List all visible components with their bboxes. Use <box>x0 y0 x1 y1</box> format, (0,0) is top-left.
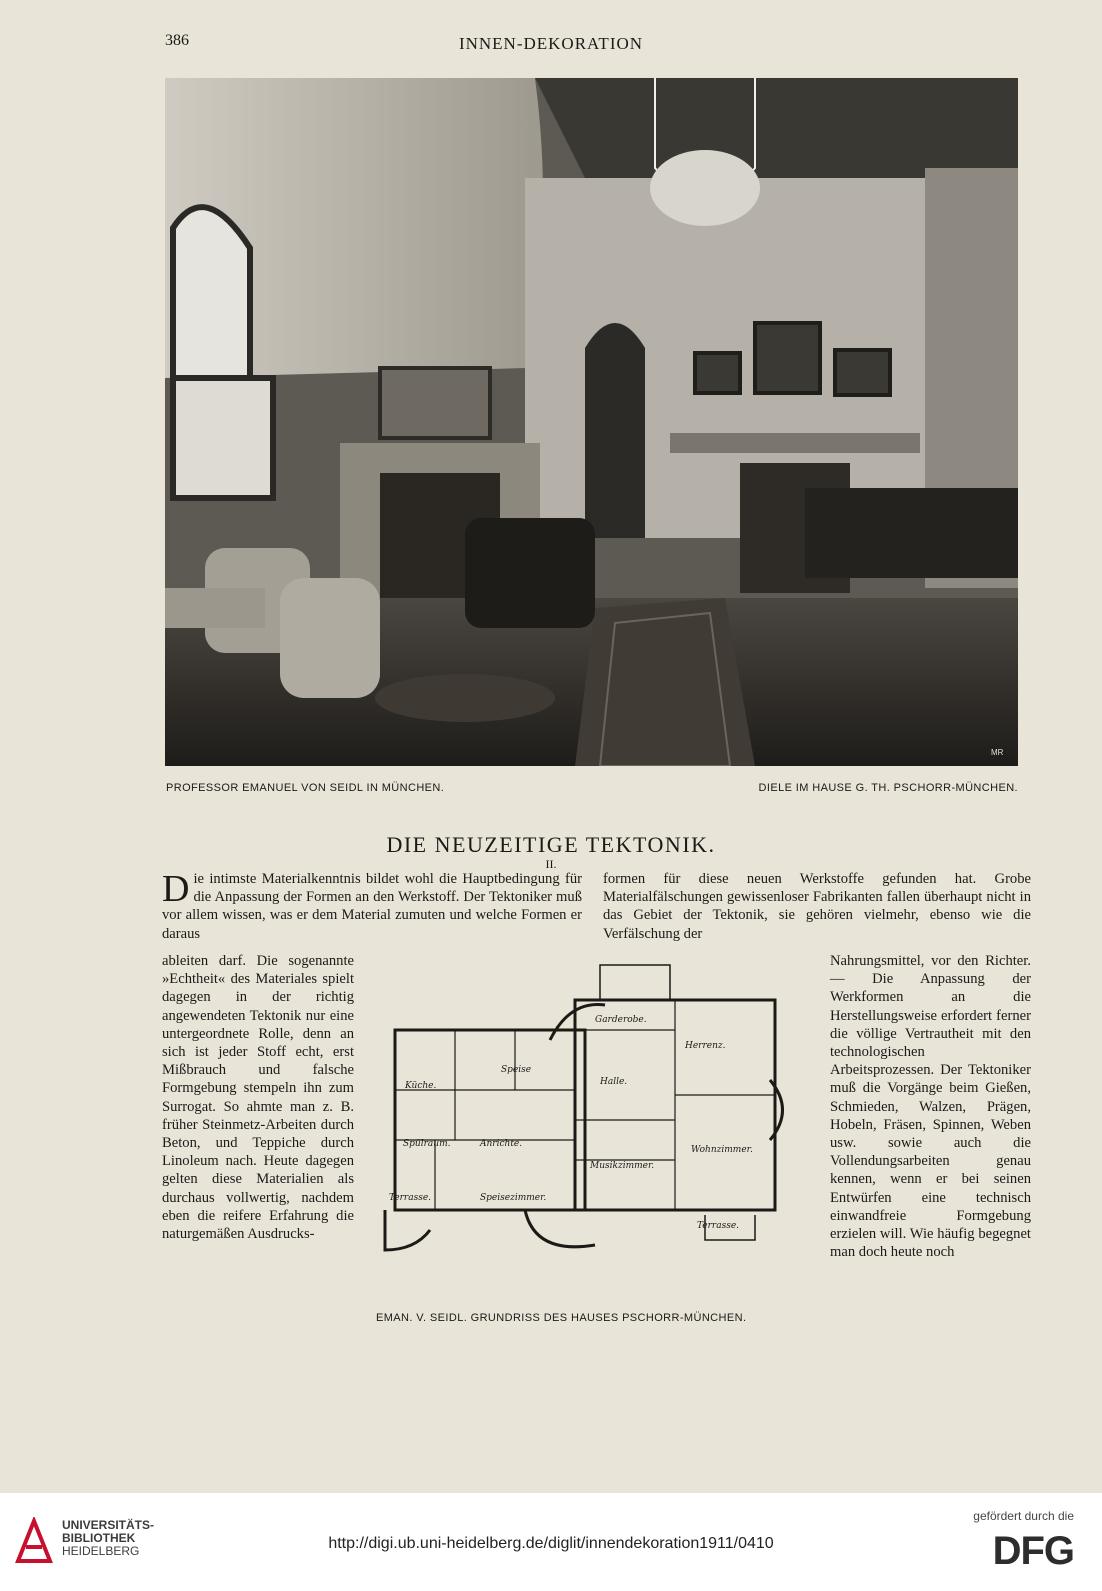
digitization-footer <box>0 1493 1102 1591</box>
article-title: DIE NEUZEITIGE TEKTONIK. <box>386 832 716 857</box>
page-number: 386 <box>165 32 189 49</box>
paragraph-right-narrow: Nahrungsmittel, vor den Richter. — Die Anpassung der Werkformen an die Herstellungsweise erfordert ferner die völlige Vertrautheit mit den technologischen Arbeitsprozessen. Der Tektoniker muß die Vorgänge beim Gießen, Schmieden, Walzen, Prägen, Hobeln, Fräsen, Spinnen, Weben usw. sowie auch die Vollendungsarbeiten genau kennen, wenn er bei seinen Entwürfen eine technisch einwandfreie Formgebung erzielen will. Wie häufig begegnet man doch heute noch <box>830 953 1031 1261</box>
library-name-line-3: HEIDELBERG <box>62 1544 140 1558</box>
room-label-terrasse-right: Terrasse. <box>697 1221 740 1231</box>
floor-plan-drawing <box>375 960 805 1270</box>
library-name-line-2: BIBLIOTHEK <box>62 1531 136 1545</box>
article-text-right-top <box>603 870 1031 943</box>
dfg-logo: DFG <box>992 1529 1074 1573</box>
room-label-speise: Speise <box>501 1065 532 1075</box>
room-label-anrichte: Anrichte. <box>480 1139 523 1149</box>
room-label-wohnzimmer: Wohnzimmer. <box>691 1145 753 1155</box>
article-text-left-narrow <box>162 952 354 1243</box>
funding-label: gefördert durch die <box>973 1509 1074 1523</box>
article-part-number: II. <box>545 857 557 871</box>
paragraph-left-narrow: ableiten darf. Die sogenannte »Echtheit« des Materiales spielt dagegen in der richtig angewendeten Tektonik nur eine untergeordnete Rolle, denn an sich ist jeder Stoff echt, erst Mißbrauch und falsche Formgebung stempeln ihn zum Surrogat. So ahmte man z. B. früher Steinmetz-Arbeiten durch Beton, und Teppiche durch Linoleum nach. Heute dagegen gelten diese Materialien als durchaus vollwertig, nachdem eben die reifere Erfahrung die naturgemäßen Ausdrucks- <box>162 953 354 1243</box>
room-label-spulraum: Spülraum. <box>403 1139 451 1149</box>
room-label-musikzimmer: Musikzimmer. <box>590 1161 655 1171</box>
interior-photograph <box>165 78 1018 766</box>
room-label-speisezimmer: Speisezimmer. <box>480 1193 547 1203</box>
article-text-left-top <box>162 870 582 943</box>
digital-copy-link[interactable]: http://digi.ub.uni-heidelberg.de/diglit/innendekoration1911/0410 <box>328 1535 774 1552</box>
photo-caption-left: PROFESSOR EMANUEL VON SEIDL IN MÜNCHEN. <box>166 782 445 794</box>
room-label-halle: Halle. <box>600 1077 628 1087</box>
paragraph-left-top: ie intimste Materialkenntnis bildet wohl die Hauptbedingung für die Anpassung der Formen an den Werkstoff. Der Tektoniker muß vor allem wissen, was er dem Material zumuten und welche Formen er daraus <box>162 871 582 942</box>
paragraph-right-top: formen für diese neuen Werkstoffe gefunden hat. Grobe Materialfälschungen gewissenloser Fabrikanten fallen überhaupt nicht in das Gebiet der Tektonik, sie gehören vielmehr, ebenso wie die Verfälschung der <box>603 871 1031 942</box>
article-text-right-narrow <box>830 952 1031 1261</box>
photo-caption-right: DIELE IM HAUSE G. TH. PSCHORR-MÜNCHEN. <box>758 782 1018 794</box>
photo-monogram: MR <box>991 748 1004 757</box>
room-label-garderobe: Garderobe. <box>595 1015 647 1025</box>
running-head: INNEN-DEKORATION <box>458 34 644 53</box>
room-label-herrenz: Herrenz. <box>685 1041 726 1051</box>
library-name-line-1: UNIVERSITÄTS- <box>62 1518 155 1532</box>
drop-cap: D <box>162 868 190 910</box>
room-label-terrasse-left: Terrasse. <box>389 1193 432 1203</box>
floor-plan-caption: EMAN. V. SEIDL. GRUNDRISS DES HAUSES PSCHORR-MÜNCHEN. <box>376 1312 747 1324</box>
room-label-kuche: Küche. <box>405 1081 437 1091</box>
